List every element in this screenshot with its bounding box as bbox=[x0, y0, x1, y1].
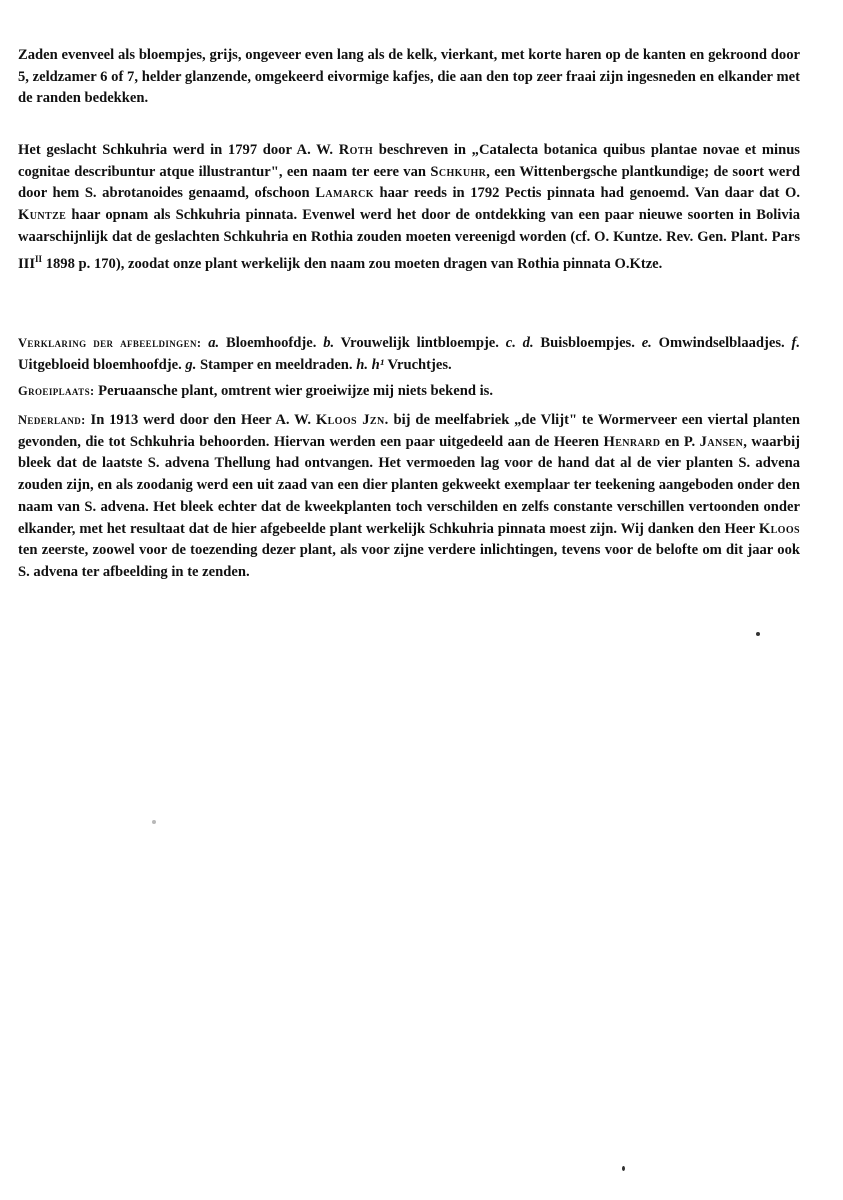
text-run: Het geslacht Schkuhria werd in 1797 door A. W. bbox=[18, 142, 339, 158]
text-run: beschreven in „Catalecta botanica quibus plantae novae et minus cognitae describuntur atque illustrantur", een naam ter eere van bbox=[18, 142, 800, 180]
figure-caption: Vrouwelijk lintbloempje. bbox=[334, 335, 506, 351]
figure-caption: Stamper en meeldraden. bbox=[196, 356, 357, 373]
paragraph-text: Peruaansche plant, omtrent wier groeiwijze mij niets bekend is. bbox=[94, 383, 493, 399]
person-name-henrard: Henrard bbox=[603, 433, 661, 450]
author-name-roth: Roth bbox=[338, 142, 374, 158]
paragraph-genus-history bbox=[18, 140, 800, 275]
figure-caption bbox=[516, 335, 523, 351]
text-run: In 1913 werd door den Heer A. W. bbox=[85, 412, 316, 428]
person-name-kloos: Kloos bbox=[758, 520, 800, 537]
paragraph-seed-description bbox=[18, 45, 800, 110]
text-run: bij de meelfabriek „de Vlijt" te Wormerveer een viertal planten gevonden, die tot Schkuhria behoorden. Hiervan werden een paar uitgedeeld aan de Heeren bbox=[18, 412, 800, 450]
scan-speck bbox=[756, 632, 760, 636]
figure-caption: Buisbloempjes. bbox=[533, 335, 642, 351]
figure-caption: Uitgebloeid bloemhoofdje. bbox=[18, 356, 186, 373]
figure-letter: h¹ bbox=[371, 356, 385, 373]
text-run: haar reeds in 1792 Pectis pinnata had genoemd. Van daar dat O. bbox=[373, 185, 800, 202]
person-name-jansen: Jansen bbox=[699, 433, 744, 450]
figure-caption: Vruchtjes. bbox=[384, 356, 452, 373]
text-run: ten zeerste, zoowel voor de toezending dezer plant, als voor zijne verdere inlichtingen, tevens voor de belofte om dit jaar ook S. advena ter afbeelding in te zenden. bbox=[18, 542, 800, 580]
person-name-kuntze: Kuntze bbox=[18, 207, 67, 224]
figure-caption: Bloemhoofdje. bbox=[219, 335, 324, 351]
figure-letter: g. bbox=[185, 356, 197, 373]
paragraph-figure-legend bbox=[18, 333, 800, 376]
figure-letter: f. bbox=[791, 335, 801, 351]
superscript: II bbox=[35, 253, 43, 264]
person-name-lamarck: Lamarck bbox=[315, 185, 374, 202]
figure-letter: h. bbox=[356, 356, 368, 373]
text-run: 1898 p. 170), zoodat onze plant werkelijk den naam zou moeten dragen van Rothia pinnata O.Ktze. bbox=[42, 255, 663, 272]
paragraph-netherlands bbox=[18, 410, 800, 584]
section-heading: Groeiplaats: bbox=[18, 384, 95, 398]
figure-letter: c. bbox=[505, 335, 516, 351]
text-run: en P. bbox=[660, 433, 700, 450]
person-name-schkuhr: Schkuhr bbox=[430, 163, 487, 180]
scan-speck bbox=[622, 1166, 625, 1171]
figure-letter: e. bbox=[641, 335, 652, 351]
text-run: , waarbij bleek dat de laatste S. advena Thellung had ontvangen. Het vermoeden lag voor de hand dat al de vier planten S. advena zouden zijn, en als zoodanig werd een uit zaad van een dier planten gekweekt exemplaar ter teekening aangeboden onder den naam van S. advena. Het bleek echter dat de kweekplanten toch verschilden en zelfs constante verschillen vertoonden onder elkander, met het resultaat dat de hier afgebeelde plant werkelijk Schkuhria pinnata moest zijn. Wij danken den Heer bbox=[18, 433, 800, 537]
paragraph-habitat bbox=[18, 381, 800, 403]
paragraph-text: Zaden evenveel als bloempjes, grijs, ongeveer even lang als de kelk, vierkant, met korte haren op de kanten en gekroond door 5, zeldzamer 6 of 7, helder glanzende, omgekeerd eivormige kafjes, die aan den top zeer fraai zijn ingesneden en elkander met de randen bedekken. bbox=[18, 47, 800, 107]
text-run: haar opnam als Schkuhria pinnata. Evenwel werd het door de ontdekking van een paar nieuwe soorten in Bolivia waarschijnlijk dat de geslachten Schkuhria en Rothia zouden moeten vereenigd worden (cf. O. Kuntze. Rev. Gen. Plant. Pars III bbox=[18, 207, 800, 272]
figure-letter: d. bbox=[522, 335, 534, 351]
figure-letter: b. bbox=[323, 335, 335, 351]
section-heading: Nederland: bbox=[18, 413, 86, 427]
person-name-kloos: Kloos Jzn. bbox=[315, 412, 389, 428]
figure-letter: a. bbox=[208, 335, 220, 351]
text-run: , een Wittenbergsche plantkundige; de soort werd door hem S. abrotanoides genaamd, ofschoon bbox=[18, 163, 800, 202]
figure-caption: Omwindselblaadjes. bbox=[651, 335, 792, 351]
scan-speck bbox=[152, 820, 156, 824]
section-heading: Verklaring der afbeeldingen: bbox=[18, 336, 202, 350]
